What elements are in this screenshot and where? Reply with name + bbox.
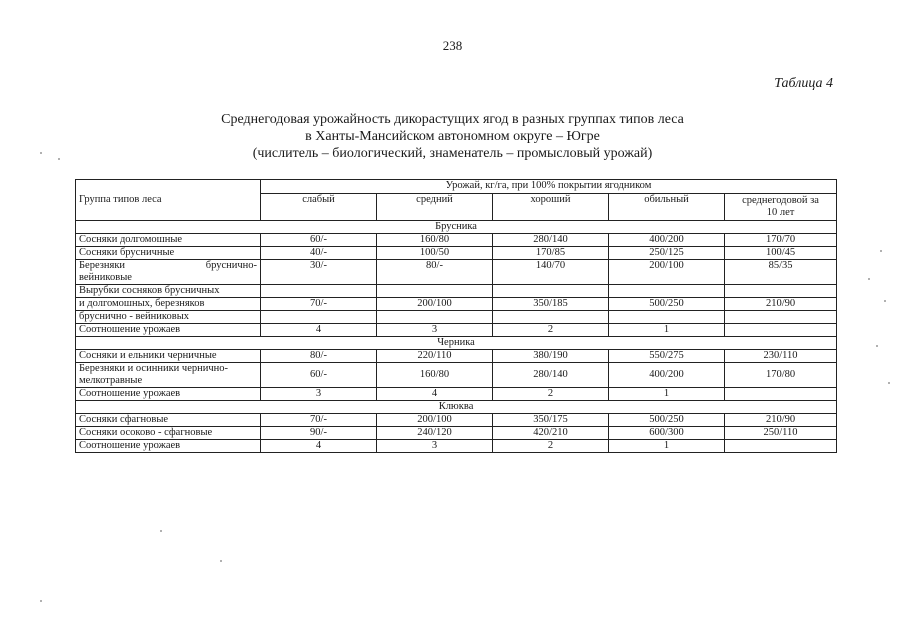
cell: 210/90: [725, 298, 837, 311]
cell: 60/-: [261, 234, 377, 247]
table-label: Таблица 4: [774, 76, 833, 91]
row-label: бруснично - вейниковых: [76, 311, 261, 324]
header-row-1: [76, 180, 837, 194]
table-row: [76, 285, 837, 298]
cell: 4: [261, 440, 377, 453]
scan-speck: [58, 158, 60, 160]
header-col-abundant: обильный: [609, 194, 725, 221]
row-label-part: Березняки: [79, 260, 126, 271]
ratio-row: [76, 440, 837, 453]
cell: 350/175: [493, 414, 609, 427]
title-line-1: Среднегодовая урожайность дикорастущих ягод в разных группах типов леса: [221, 112, 684, 127]
cell: 1: [609, 324, 725, 337]
scan-speck: [888, 382, 890, 384]
ratio-row: [76, 324, 837, 337]
header-col-weak: слабый: [261, 194, 377, 221]
cell: 80/-: [261, 350, 377, 363]
table-row: [76, 363, 837, 388]
cell: 70/-: [261, 414, 377, 427]
cell: 200/100: [377, 298, 493, 311]
yield-table: [75, 179, 837, 453]
table-row: [76, 247, 837, 260]
header-group: Группа типов леса: [76, 180, 261, 221]
cell: 350/185: [493, 298, 609, 311]
cell: [725, 440, 837, 453]
cell: 210/90: [725, 414, 837, 427]
cell: 250/110: [725, 427, 837, 440]
cell: 220/110: [377, 350, 493, 363]
cell: 400/200: [609, 234, 725, 247]
cell: 40/-: [261, 247, 377, 260]
table-row: [76, 234, 837, 247]
cell: 140/70: [493, 260, 609, 285]
table-row: [76, 298, 837, 311]
section-title: Черника: [76, 337, 837, 350]
scan-speck: [884, 300, 886, 302]
cell: 70/-: [261, 298, 377, 311]
cell: 3: [377, 324, 493, 337]
cell: 550/275: [609, 350, 725, 363]
cell: 280/140: [493, 363, 609, 388]
section-klyukva: [76, 401, 837, 414]
section-title: Клюква: [76, 401, 837, 414]
cell: 2: [493, 324, 609, 337]
header-col-average: среднегодовой за 10 лет: [725, 194, 837, 221]
cell: 4: [377, 388, 493, 401]
row-label-part: вейниковые: [79, 272, 132, 283]
cell: 170/85: [493, 247, 609, 260]
table-row: [76, 311, 837, 324]
row-label: Соотношение урожаев: [76, 440, 261, 453]
cell: 160/80: [377, 363, 493, 388]
scan-speck: [880, 250, 882, 252]
row-label: Сосняки осоково - сфагновые: [76, 427, 261, 440]
row-label: Соотношение урожаев: [76, 388, 261, 401]
row-label: Сосняки и ельники черничные: [76, 350, 261, 363]
table-title: [0, 111, 905, 162]
scan-speck: [220, 560, 222, 562]
cell: 80/-: [377, 260, 493, 285]
row-label-part: Березняки и осинники чернично-: [79, 363, 228, 374]
row-label: Сосняки сфагновые: [76, 414, 261, 427]
table-row: [76, 350, 837, 363]
cell: 600/300: [609, 427, 725, 440]
ratio-row: [76, 388, 837, 401]
row-label-part: бруснично-: [205, 260, 257, 271]
section-brusnika: [76, 221, 837, 234]
scan-speck: [160, 530, 162, 532]
cell: 160/80: [377, 234, 493, 247]
row-label: Сосняки брусничные: [76, 247, 261, 260]
scan-speck: [40, 152, 42, 154]
header-yield: Урожай, кг/га, при 100% покрытии ягодником: [261, 180, 837, 194]
section-chernika: [76, 337, 837, 350]
cell: 250/125: [609, 247, 725, 260]
row-label: Сосняки долгомошные: [76, 234, 261, 247]
cell: 200/100: [377, 414, 493, 427]
cell: 60/-: [261, 363, 377, 388]
cell: 100/50: [377, 247, 493, 260]
row-label: Вырубки сосняков брусничных: [76, 285, 261, 298]
cell: 2: [493, 388, 609, 401]
table-row: [76, 260, 837, 285]
row-label-part: мелкотравные: [79, 375, 143, 386]
cell: 100/45: [725, 247, 837, 260]
cell: 1: [609, 388, 725, 401]
title-line-2: в Ханты-Мансийском автономном округе – Югре: [305, 129, 600, 144]
scan-speck: [876, 345, 878, 347]
section-title: Брусника: [76, 221, 837, 234]
row-label: [76, 260, 261, 285]
table-row: [76, 427, 837, 440]
cell: 200/100: [609, 260, 725, 285]
row-label: и долгомошных, березняков: [76, 298, 261, 311]
scan-speck: [40, 600, 42, 602]
title-line-3: (числитель – биологический, знаменатель – промысловый урожай): [252, 146, 653, 161]
header-col-good: хороший: [493, 194, 609, 221]
scan-speck: [868, 278, 870, 280]
cell: [725, 388, 837, 401]
cell: 280/140: [493, 234, 609, 247]
cell: 2: [493, 440, 609, 453]
table-row: [76, 414, 837, 427]
cell: 500/250: [609, 298, 725, 311]
cell: 90/-: [261, 427, 377, 440]
row-label: Соотношение урожаев: [76, 324, 261, 337]
cell: [725, 324, 837, 337]
cell: 3: [377, 440, 493, 453]
cell: 240/120: [377, 427, 493, 440]
cell: 400/200: [609, 363, 725, 388]
cell: 30/-: [261, 260, 377, 285]
cell: 500/250: [609, 414, 725, 427]
row-label: [76, 363, 261, 388]
cell: 380/190: [493, 350, 609, 363]
page-number: 238: [442, 38, 463, 53]
cell: 170/70: [725, 234, 837, 247]
cell: 3: [261, 388, 377, 401]
cell: 4: [261, 324, 377, 337]
header-col-medium: средний: [377, 194, 493, 221]
cell: 170/80: [725, 363, 837, 388]
cell: 230/110: [725, 350, 837, 363]
cell: 1: [609, 440, 725, 453]
cell: 420/210: [493, 427, 609, 440]
cell: 85/35: [725, 260, 837, 285]
